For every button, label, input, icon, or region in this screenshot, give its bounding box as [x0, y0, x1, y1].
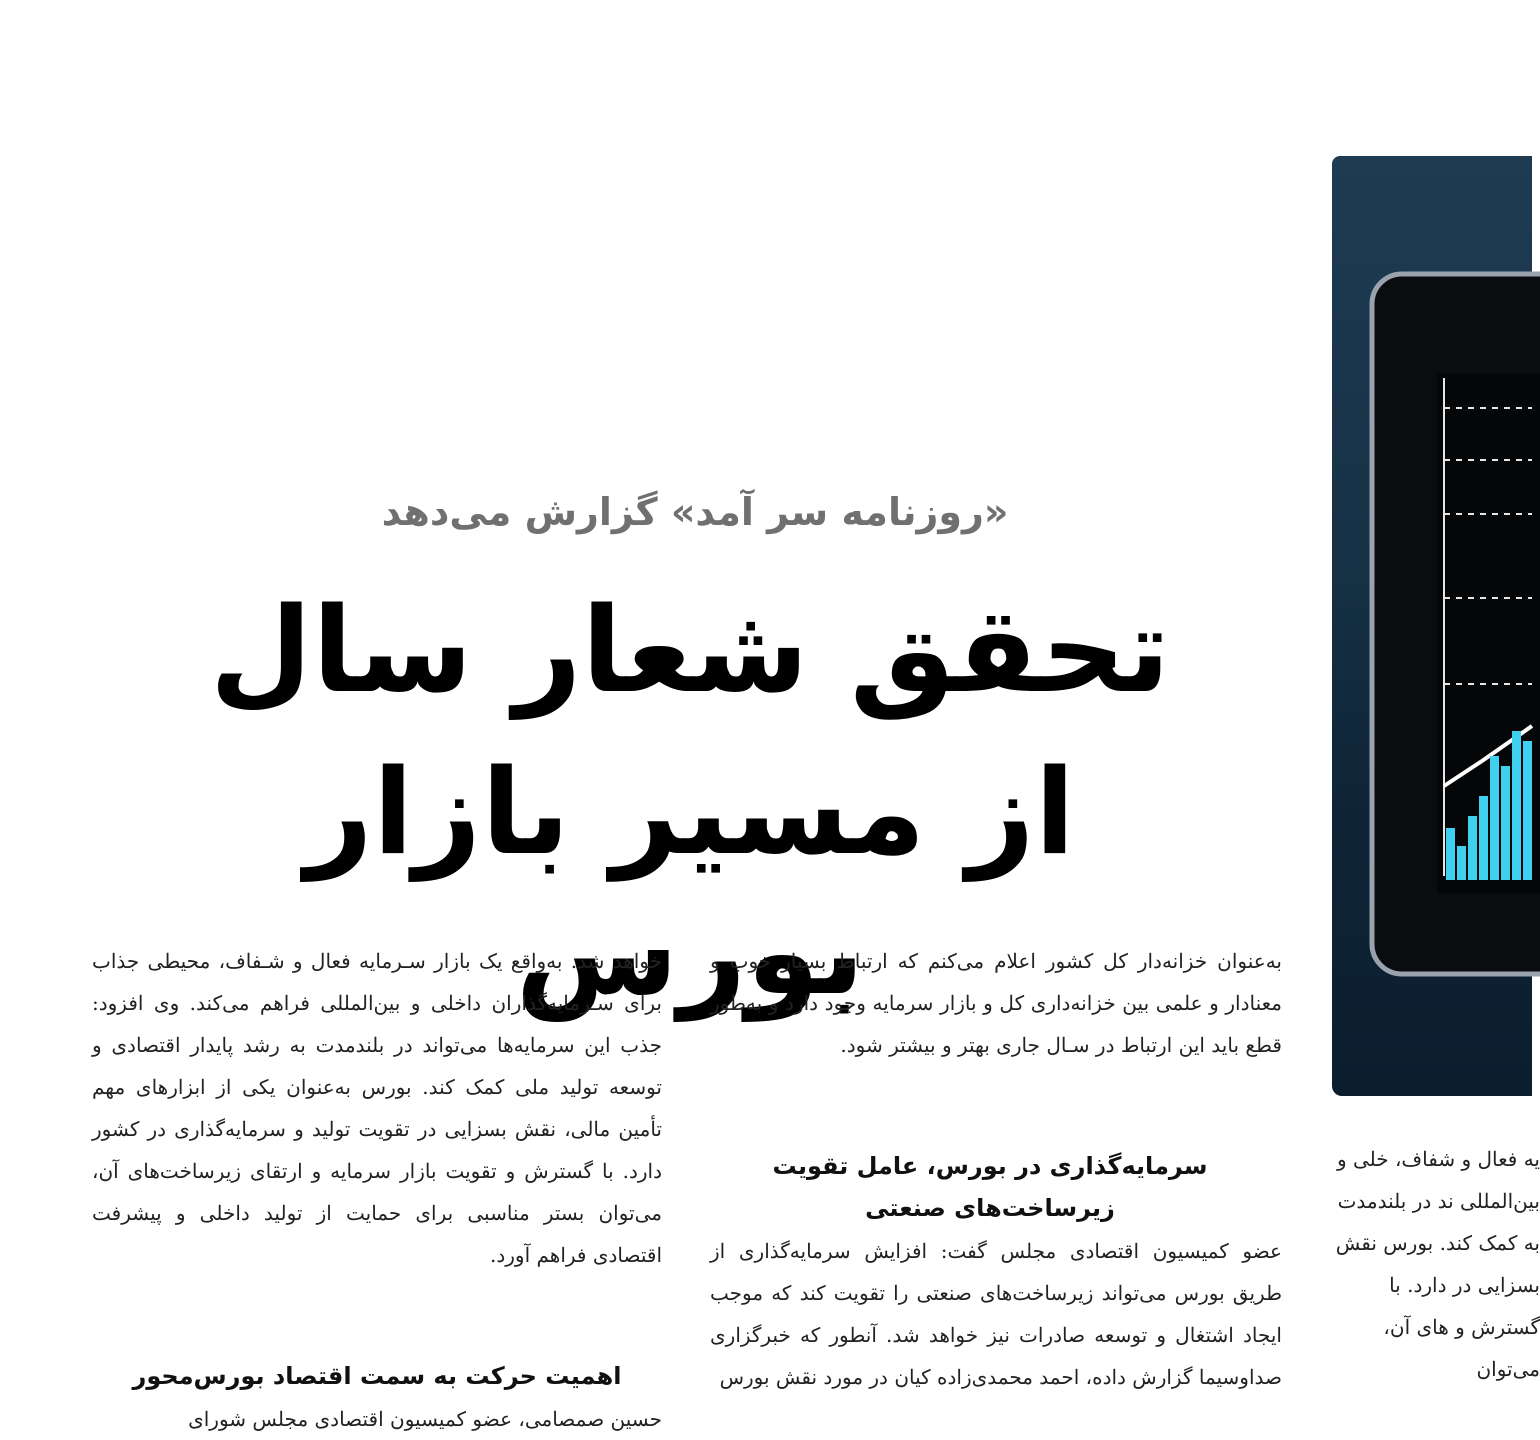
center-subhead: سرمایه‌گذاری در بورس، عامل تقویت زیرساخت‌های صنعتی — [772, 1152, 1208, 1222]
left-column-body-2 — [92, 1398, 662, 1440]
center-column-body — [710, 1230, 1282, 1398]
headline-line-1: تحقق شعار سال — [209, 581, 1171, 719]
paragraph: خواهد شد. به‌واقع یک بازار سـرمایه فعال و شـفاف، محیطی جذاب برای سـرمایه‌گذاران داخلی و بین‌المللی فراهم می‌کند. وی افزود: جذب این سرمایه‌ها می‌تواند در بلندمدت به رشد پایدار اقتصادی و توسعه تولید ملی کمک کند. بورس به‌عنوان یکی از ابزارهای مهم تأمین مالی، نقش بسزایی در تقویت تولید و سرمایه‌گذاری در کشور دارد. با گسترش و تقویت بازار سرمایه و ارتقای زیرساخت‌های آن، می‌توان بستر مناسبی برای حمایت از تولید داخلی و پیشرفت اقتصادی فراهم آورد. — [92, 949, 662, 1267]
paragraph: حسین صمصامی، عضو کمیسیون اقتصادی مجلس شورای — [188, 1407, 662, 1431]
stock-chart-tablet-photo — [1332, 156, 1532, 1096]
center-column-intro — [710, 940, 1282, 1066]
headline-line-2: از مسیر بازار بورس — [304, 743, 1076, 1021]
paragraph: عضو کمیسیون اقتصادی مجلس گفت: افزایش سرمایه‌گذاری از طریق بورس می‌تواند زیرساخت‌های صنعتی را تقویت کند که موجب ایجاد اشتغال و توسعه صادرات نیز خواهد شد. آنطور که خبرگزاری صداوسیما گزارش داده، احمد محمدی‌زاده کیان در مورد نقش بورس — [710, 1239, 1282, 1389]
kicker: «روزنامه سر آمد» گزارش می‌دهد — [381, 490, 1009, 534]
left-column — [92, 940, 662, 1276]
right-column-fragment — [1330, 1138, 1540, 1390]
paragraph: یه فعال و شفاف، خلی و بین‌المللی ند در بلندمدت به کمک کند. بورس نقش بسزایی در دارد. با گسترش و های آن، می‌توان — [1335, 1147, 1540, 1381]
stock-chart-tablet-icon — [1332, 156, 1532, 1096]
left-subhead: اهمیت حرکت به سمت اقتصاد بورس‌محور — [132, 1362, 622, 1390]
paragraph: به‌عنوان خزانه‌دار کل کشور اعلام می‌کنم که ارتباط بسیار خوب و معنادار و علمی بین خزانه‌داری کل و بازار سرمایه وجود دارد و به‌طور قطع باید این ارتباط در سـال جاری بهتر و بیشتر شود. — [710, 949, 1282, 1057]
